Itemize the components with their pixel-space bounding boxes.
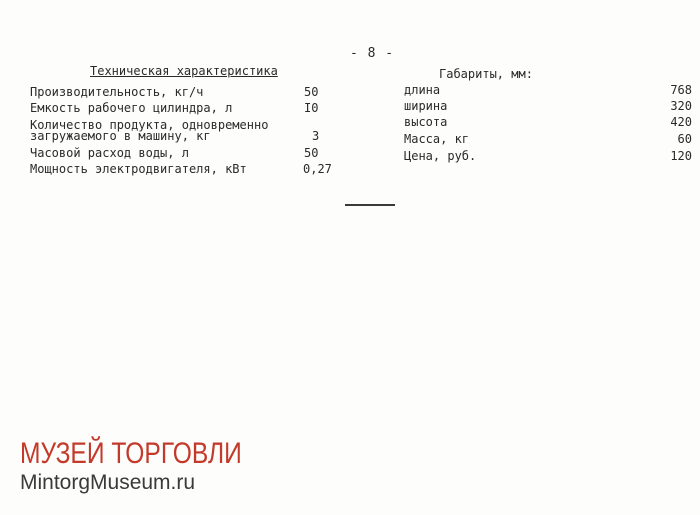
dimension-value: 120 (670, 149, 692, 163)
spec-value: 0,27 (303, 162, 332, 176)
spec-label: Емкость рабочего цилиндра, л (30, 101, 233, 115)
spec-value: 50 (304, 85, 319, 99)
dimension-label: длина (404, 83, 441, 97)
dimensions-title: Габариты, мм: (439, 67, 533, 81)
spec-label-continued: загружаемого в машину, кг (30, 129, 211, 143)
dimension-label: Масса, кг (404, 132, 470, 146)
specs-title: Техническая характеристика (90, 64, 278, 78)
spec-value: I0 (304, 101, 319, 115)
dimension-label: высота (404, 115, 448, 129)
spec-label: Производительность, кг/ч (30, 85, 204, 99)
spec-value: 50 (304, 146, 319, 160)
dimension-value: 420 (670, 115, 692, 129)
divider-rule (345, 204, 395, 206)
dimension-value: 768 (670, 83, 692, 97)
spec-label: Мощность электродвигателя, кВт (30, 162, 247, 176)
dimension-value: 320 (670, 99, 692, 113)
dimension-label: ширина (404, 99, 448, 113)
spec-value: 3 (312, 129, 320, 143)
museum-url-watermark: MintorgMuseum.ru (20, 471, 196, 494)
spec-label: Количество продукта, одновременно (30, 118, 269, 132)
dimension-value: 60 (677, 132, 692, 146)
page-number: - 8 - (350, 46, 395, 61)
museum-name-watermark: МУЗЕЙ ТОРГОВЛИ (20, 437, 242, 470)
spec-label: Часовой расход воды, л (30, 146, 189, 160)
dimension-label: Цена, руб. (404, 149, 477, 163)
